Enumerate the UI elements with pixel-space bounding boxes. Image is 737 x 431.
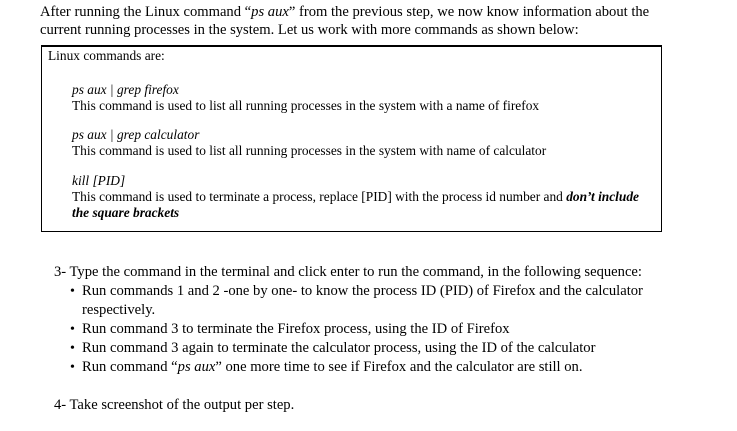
intro-line1-pre: After running the Linux command “ [40, 4, 252, 20]
command-code-3: kill [PID] [72, 173, 126, 188]
command-desc-3-emphasis: don’t include the square brackets [72, 189, 639, 220]
intro-line1-post: ” from the previous step, we now know information about the [288, 4, 650, 20]
list-item [54, 282, 714, 320]
command-item-3 [72, 173, 652, 221]
list-item [54, 320, 714, 339]
bullet-text-4-command: ps aux [177, 359, 216, 375]
command-code-2: ps aux | grep calculator [72, 127, 200, 142]
list-item [54, 339, 714, 358]
command-code-1: ps aux | grep firefox [72, 82, 179, 97]
commands-box-title: Linux commands are: [48, 48, 165, 63]
bullet-icon: • [70, 341, 75, 356]
command-desc-3 [72, 189, 652, 221]
step-3 [54, 263, 714, 377]
bullet-text-1: Run commands 1 and 2 -one by one- to know the process ID (PID) of Firefox and the calculator respectively. [82, 283, 643, 318]
command-desc-3-text: This command is used to terminate a process, replace [PID] with the process id number and [72, 189, 567, 204]
bullet-text-3: Run command 3 again to terminate the calculator process, using the ID of the calculator [82, 340, 596, 356]
bullet-icon: • [70, 284, 75, 299]
intro-line2: current running processes in the system. Let us work with more commands as shown below: [40, 22, 579, 38]
step-3-label: 3- Type the command in the terminal and click enter to run the command, in the following sequence: [54, 264, 642, 280]
bullet-text-2: Run command 3 to terminate the Firefox process, using the ID of Firefox [82, 321, 510, 337]
list-item [54, 358, 714, 377]
command-item-1 [72, 82, 652, 114]
bullet-icon: • [70, 360, 75, 375]
command-desc-1: This command is used to list all running processes in the system with a name of firefox [72, 98, 540, 113]
step-4: 4- Take screenshot of the output per step. [54, 397, 295, 413]
bullet-text-4-post: ” one more time to see if Firefox and the calculator are still on. [215, 359, 583, 375]
intro-command: ps aux [251, 4, 289, 20]
intro-paragraph [40, 3, 720, 39]
command-item-2 [72, 127, 652, 159]
command-desc-2: This command is used to list all running processes in the system with name of calculator [72, 143, 547, 158]
bullet-text-4-pre: Run command “ [82, 359, 178, 375]
step-3-bullets [54, 282, 714, 377]
bullet-icon: • [70, 322, 75, 337]
bullet-text-4 [82, 359, 583, 375]
